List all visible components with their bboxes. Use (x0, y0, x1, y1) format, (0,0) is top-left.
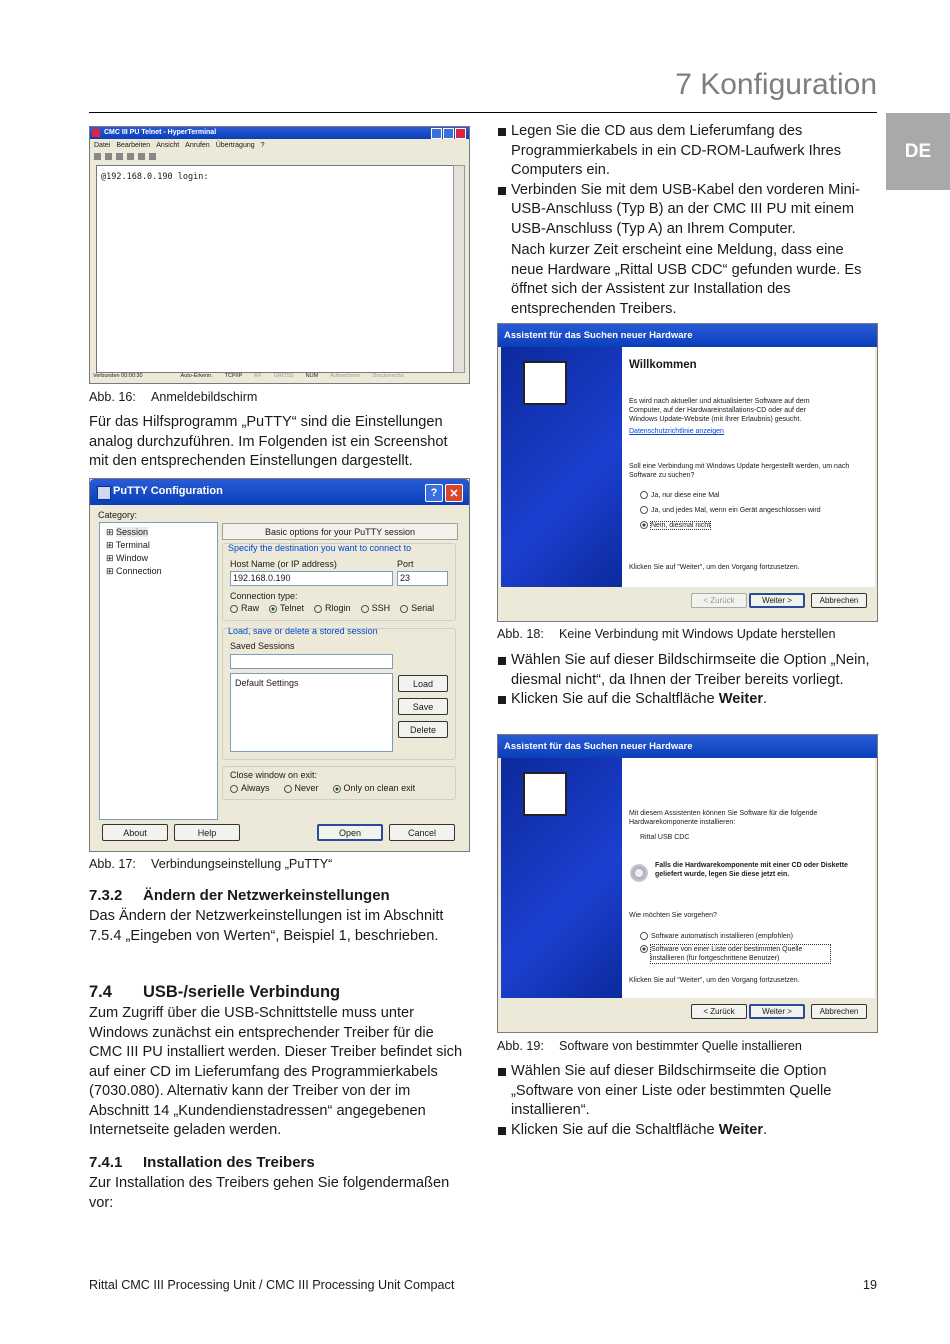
section-title: USB-/serielle Verbindung (143, 983, 341, 1001)
status-connected: Verbunden 00:00:30 (93, 373, 143, 379)
sessions-label: Load, save or delete a stored session (228, 626, 378, 636)
hyperterminal-title: CMC III PU Telnet - HyperTerminal (90, 127, 469, 139)
menu-item[interactable]: ? (260, 142, 265, 149)
cd-icon (630, 864, 648, 882)
minimize-icon[interactable] (431, 128, 442, 139)
page-number: 19 (862, 1278, 877, 1292)
cancel-button[interactable]: Cancel (389, 824, 455, 841)
wizard-side-panel (501, 758, 622, 998)
paragraph: Zur Installation des Treibers gehen Sie folgendermaßen vor: (89, 1175, 450, 1211)
list-item: Klicken Sie auf die Schaltfläche Weiter. (497, 690, 878, 710)
wizard-question: Soll eine Verbindung mit Windows Update hergestellt werden, um nach Software zu suchen? (629, 463, 850, 479)
next-button[interactable]: Weiter > (749, 1004, 805, 1019)
session-banner: Basic options for your PuTTY session (222, 523, 458, 540)
category-label: Category: (98, 510, 138, 520)
category-tree (99, 522, 218, 820)
section-title: Ändern der Netzwerkeinstellungen (143, 887, 390, 904)
radio-always[interactable]: Always (230, 783, 270, 793)
wizard-footer: Klicken Sie auf "Weiter", um den Vorgang fortzusetzen. (629, 564, 800, 571)
radio-ssh[interactable]: SSH (361, 603, 391, 613)
save-button[interactable]: Save (398, 698, 448, 715)
saved-sessions-input[interactable] (230, 654, 393, 669)
saved-sessions-label: Saved Sessions (230, 641, 295, 651)
wizard-question: Wie möchten Sie vorgehen? (629, 912, 717, 919)
help-icon[interactable]: ? (425, 484, 443, 502)
status-capture: Aufzeichnen (330, 373, 361, 379)
figure-caption (497, 1039, 802, 1053)
wizard-side-panel (501, 347, 622, 587)
menu-item[interactable]: Bearbeiten (116, 142, 151, 149)
paragraph: Zum Zugriff über die USB-Schnittstelle muss unter Windows zunächst ein entsprechender Treiber für die CMC III PU installiert werden. Dieser Treiber befindet sich auf einer CD im Lieferumfang des Programmierkabels (7030.080). Alternativ kann der Treiber von der im Abschnitt 14 „Kundendienstadressen“ angegebenen Internetseite geladen werden. (89, 1005, 463, 1138)
menu-item[interactable]: Anrufen (185, 142, 210, 149)
maximize-icon[interactable] (443, 128, 454, 139)
radio-no-not-now[interactable]: Nein, diesmal nicht (640, 521, 710, 529)
destination-label: Specify the destination you want to connect to (228, 543, 412, 553)
instruction-list (497, 122, 878, 319)
status-num: NUM (305, 373, 319, 379)
menu-item[interactable]: Datei (94, 142, 111, 149)
caption-text: Anmeldebildschirm (151, 390, 258, 404)
wizard-welcome-screenshot (497, 323, 878, 622)
close-window-radios (230, 783, 415, 793)
language-tab: DE (886, 113, 950, 190)
sessions-list[interactable] (230, 673, 393, 752)
wizard-source-screenshot (497, 734, 878, 1033)
section-heading (89, 983, 340, 1002)
list-item: Wählen Sie auf dieser Bildschirmseite die Option „Nein, diesmal nicht“, da Ihnen der Treiber bereits vorliegt. (497, 651, 878, 690)
wizard-title: Assistent für das Suchen neuer Hardware (498, 324, 877, 347)
host-input[interactable]: 192.168.0.190 (230, 571, 393, 586)
status-scroll: RF (254, 373, 262, 379)
delete-button[interactable]: Delete (398, 721, 448, 738)
putty-screenshot (89, 478, 470, 852)
cancel-button[interactable]: Abbrechen (811, 593, 867, 608)
port-label: Port (397, 559, 414, 569)
connection-type-radios (230, 603, 434, 613)
wizard-content (622, 347, 875, 587)
close-icon[interactable]: ✕ (445, 484, 463, 502)
connection-type-label: Connection type: (230, 591, 298, 601)
radio-list-install[interactable]: Software von einer Liste oder bestimmten Quelle installieren (für fortgeschrittene Benutzer) (640, 945, 830, 963)
hardware-icon (523, 361, 567, 405)
cd-instruction: Falls die Hardwarekomponente mit einer CD oder Diskette geliefert wurde, legen Sie diese jetzt ein. (655, 862, 848, 878)
back-button[interactable]: < Zurück (691, 593, 747, 608)
terminal-text: @192.168.0.190 login: (101, 172, 209, 182)
chapter-title: 7 Konfiguration (675, 68, 877, 101)
footer-text: Rittal CMC III Processing Unit / CMC III Processing Unit Compact (89, 1278, 455, 1292)
radio-clean-exit[interactable]: Only on clean exit (333, 783, 416, 793)
status-bar (93, 373, 404, 379)
wizard-text: Es wird nach aktueller und aktualisierter Software auf dem Computer, auf der Hardwareinstallations-CD oder auf der Windows Update-Website (mit Ihrer Erlaubnis) gesucht. (629, 398, 810, 423)
radio-yes-once[interactable]: Ja, nur diese eine Mal (640, 491, 719, 499)
device-name: Rittal USB CDC (640, 834, 690, 841)
putty-title: PuTTY Configuration (113, 485, 223, 497)
app-icon (92, 129, 100, 137)
list-item[interactable]: Default Settings (235, 678, 299, 688)
figure-caption (497, 627, 836, 641)
disconnect-icon[interactable] (127, 153, 134, 160)
paragraph: Für das Hilfsprogramm „PuTTY“ sind die Einstellungen analog durchzuführen. Im Folgenden ist ein Screenshot mit den entsprechenden Einstellungen dargestellt. (89, 414, 448, 469)
privacy-link[interactable]: Datenschutzrichtlinie anzeigen (629, 428, 724, 435)
wizard-title: Assistent für das Suchen neuer Hardware (498, 735, 877, 758)
paragraph: Das Ändern der Netzwerkeinstellungen ist im Abschnitt 7.5.4 „Eingeben von Werten“, Beispiel 1, beschrieben. (89, 908, 444, 944)
caption-text: Keine Verbindung mit Windows Update herstellen (559, 627, 836, 641)
load-button[interactable]: Load (398, 675, 448, 692)
section-number: 7.4.1 (89, 1154, 123, 1171)
radio-never[interactable]: Never (284, 783, 319, 793)
list-item: Wählen Sie auf dieser Bildschirmseite die Option „Software von einer Liste oder bestimmten Quelle installieren“. (497, 1062, 878, 1121)
wizard-text: Mit diesem Assistenten können Sie Software für die folgende Hardwarekomponente installieren: (629, 810, 818, 826)
list-item: Verbinden Sie mit dem USB-Kabel den vorderen Mini-USB-Anschluss (Typ B) an der CMC III PU mit einem USB-Anschluss (Typ A) an Ihrem Computer. (497, 181, 878, 240)
cancel-button[interactable]: Abbrechen (811, 1004, 867, 1019)
close-window-label: Close window on exit: (230, 770, 318, 780)
port-input[interactable]: 23 (397, 571, 448, 586)
section-heading (89, 1154, 315, 1171)
help-button[interactable]: Help (174, 824, 240, 841)
figure-caption (89, 390, 257, 404)
status-detect: Auto-Erkenn. (180, 373, 213, 379)
list-item: Legen Sie die CD aus dem Lieferumfang des Programmierkabels in ein CD-ROM-Laufwerk Ihres Computers ein. (497, 122, 878, 181)
instruction-list (497, 651, 878, 710)
radio-telnet[interactable]: Telnet (269, 603, 304, 613)
open-icon[interactable] (105, 153, 112, 160)
toolbar (94, 153, 156, 160)
terminal-area[interactable] (96, 165, 457, 373)
radio-raw[interactable]: Raw (230, 603, 259, 613)
back-button[interactable]: < Zurück (691, 1004, 747, 1019)
caption-text: Software von bestimmter Quelle installieren (559, 1039, 802, 1053)
caption-text: Verbindungseinstellung „PuTTY“ (151, 857, 333, 871)
figure-caption (89, 857, 332, 871)
next-button[interactable]: Weiter > (749, 593, 805, 608)
section-number: 7.3.2 (89, 887, 123, 904)
tree-item-terminal[interactable]: ⊞ Terminal (106, 540, 150, 550)
section-number: 7.4 (89, 983, 112, 1001)
status-print: Druckerecho (372, 373, 404, 379)
radio-auto-install[interactable]: Software automatisch installieren (empfohlen) (640, 932, 793, 940)
properties-icon[interactable] (149, 153, 156, 160)
about-button[interactable]: About (102, 824, 168, 841)
putty-icon (97, 486, 111, 500)
header-rule (89, 112, 877, 113)
menu-item[interactable]: Übertragung (215, 142, 255, 149)
host-label: Host Name (or IP address) (230, 559, 337, 569)
wizard-content (622, 758, 875, 998)
tree-item-window[interactable]: ⊞ Window (106, 553, 149, 563)
menu-item[interactable]: Ansicht (156, 142, 180, 149)
wizard-heading: Willkommen (629, 359, 697, 371)
caption-number: Abb. 18: (497, 627, 544, 641)
close-icon[interactable] (455, 128, 466, 139)
open-button[interactable]: Open (317, 824, 383, 841)
caption-number: Abb. 19: (497, 1039, 544, 1053)
radio-rlogin[interactable]: Rlogin (314, 603, 351, 613)
tree-item-session[interactable]: ⊞ Session (106, 527, 149, 537)
caption-number: Abb. 16: (89, 390, 136, 404)
tree-item-connection[interactable]: ⊞ Connection (106, 566, 162, 576)
new-icon[interactable] (94, 153, 101, 160)
section-title: Installation des Treibers (143, 1154, 315, 1171)
scrollbar[interactable] (453, 165, 465, 373)
list-item: Klicken Sie auf die Schaltfläche Weiter. (497, 1121, 878, 1141)
status-caps: GROSS (273, 373, 294, 379)
send-icon[interactable] (138, 153, 145, 160)
menu-bar (94, 142, 265, 149)
section-heading (89, 887, 390, 904)
status-protocol: TCP/IP (224, 373, 243, 379)
hyperterminal-screenshot (89, 126, 470, 384)
instruction-list (497, 1062, 878, 1140)
paragraph: Nach kurzer Zeit erscheint eine Meldung, dass eine neue Hardware „Rittal USB CDC“ gefunden wurde. Es öffnet sich der Assistent zur Installation des entsprechenden Treibers. (511, 242, 862, 317)
caption-number: Abb. 17: (89, 857, 136, 871)
radio-serial[interactable]: Serial (400, 603, 434, 613)
wizard-footer: Klicken Sie auf "Weiter", um den Vorgang fortzusetzen. (629, 977, 800, 984)
connect-icon[interactable] (116, 153, 123, 160)
hardware-icon (523, 772, 567, 816)
radio-yes-always[interactable]: Ja, und jedes Mal, wenn ein Gerät angeschlossen wird (640, 506, 821, 514)
